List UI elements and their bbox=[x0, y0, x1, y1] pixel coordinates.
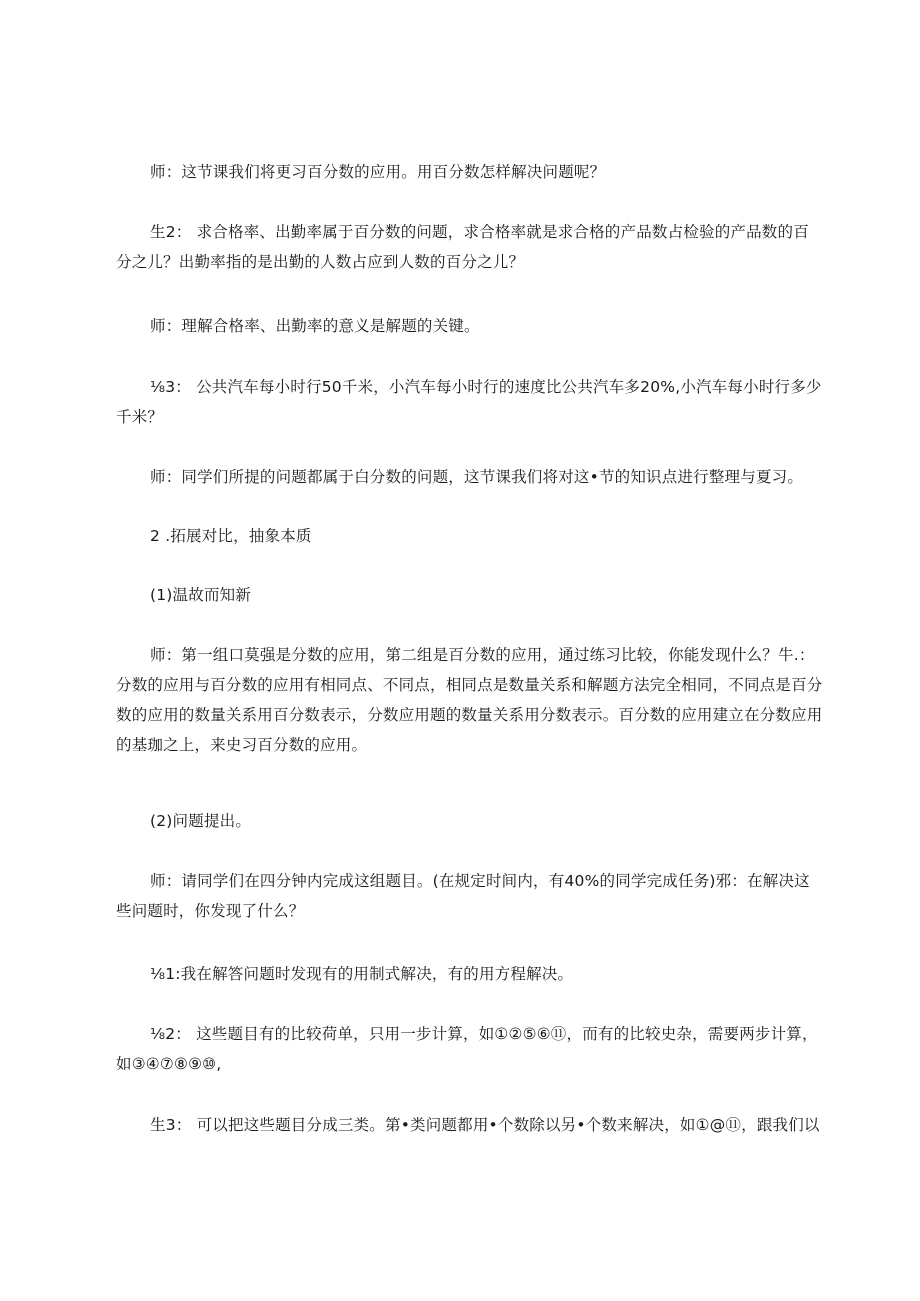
subheading-1 bbox=[116, 580, 806, 610]
text-line: (2)问题提出。 bbox=[150, 812, 252, 830]
paragraph-3 bbox=[116, 311, 806, 341]
text-line: 如③④⑦⑧⑨⑩, bbox=[116, 1055, 222, 1073]
text-line: 分数的应用与百分数的应用有相同点、不同点，相同点是数量关系和解题方法完全相同，不同点是百分 bbox=[116, 676, 823, 694]
text-line: 师：请同学们在四分钟内完成这组题目。(在规定时间内，有40%的同学完成任务)邪：在解决这 bbox=[150, 872, 810, 890]
text-line: ⅛1:我在解答问题时发现有的用制式解决，有的用方程解决。 bbox=[150, 965, 574, 983]
subheading-2 bbox=[116, 806, 806, 836]
text-line: 生3： 可以把这些题目分成三类。第•类问题都用•个数除以另•个数来解决，如①@⑪，跟我们以 bbox=[150, 1116, 820, 1134]
text-line: ⅛2： 这些题目有的比较荷单，只用一步计算，如①②⑤⑥⑪，而有的比较史杂，需要两步计算， bbox=[150, 1025, 818, 1043]
paragraph-8 bbox=[116, 959, 806, 989]
section-heading-2 bbox=[116, 521, 806, 551]
paragraph-2 bbox=[116, 217, 809, 277]
text-line: 师：同学们所提的问题都属于白分数的问题，这节课我们将对这•节的知识点进行整理与夏习。 bbox=[150, 468, 804, 486]
text-line: 分之儿？出勤率指的是出勤的人数占应到人数的百分之儿？ bbox=[116, 253, 525, 271]
paragraph-10 bbox=[116, 1110, 820, 1140]
text-line: 些问题时，你发现了什么？ bbox=[116, 902, 305, 920]
text-line: 师：第一组口莫强是分数的应用，第二组是百分数的应用，通过练习比较，你能发现什么？牛.： bbox=[150, 646, 815, 664]
text-line: 数的应用的数量关系用百分数表示，分数应用题的数量关系用分数表示。百分数的应用建立在分数应用 bbox=[116, 706, 823, 724]
text-line: 的基珈之上，来史习百分数的应用。 bbox=[116, 736, 368, 754]
paragraph-9 bbox=[116, 1019, 818, 1079]
text-line: 生2： 求合格率、出勤率属于百分数的问题，求合格率就是求合格的产品数占检验的产品数的百 bbox=[150, 223, 809, 241]
text-line: 2 .拓展对比，抽象本质 bbox=[150, 527, 312, 545]
paragraph-1 bbox=[116, 157, 806, 187]
paragraph-6 bbox=[116, 640, 823, 760]
text-line: 师：理解合格率、出勤率的意义是解题的关键。 bbox=[150, 317, 480, 335]
paragraph-4 bbox=[116, 372, 822, 432]
paragraph-5 bbox=[116, 462, 806, 492]
text-line: 千米？ bbox=[116, 408, 164, 426]
text-line: 师：这节课我们将更习百分数的应用。用百分数怎样解决问题呢？ bbox=[150, 163, 606, 181]
text-line: ⅛3： 公共汽车每小时行50千米，小汽车每小时行的速度比公共汽车多20%,小汽车每小时行多少 bbox=[150, 378, 822, 396]
paragraph-7 bbox=[116, 866, 810, 926]
text-line: (1)温故而知新 bbox=[150, 586, 252, 604]
